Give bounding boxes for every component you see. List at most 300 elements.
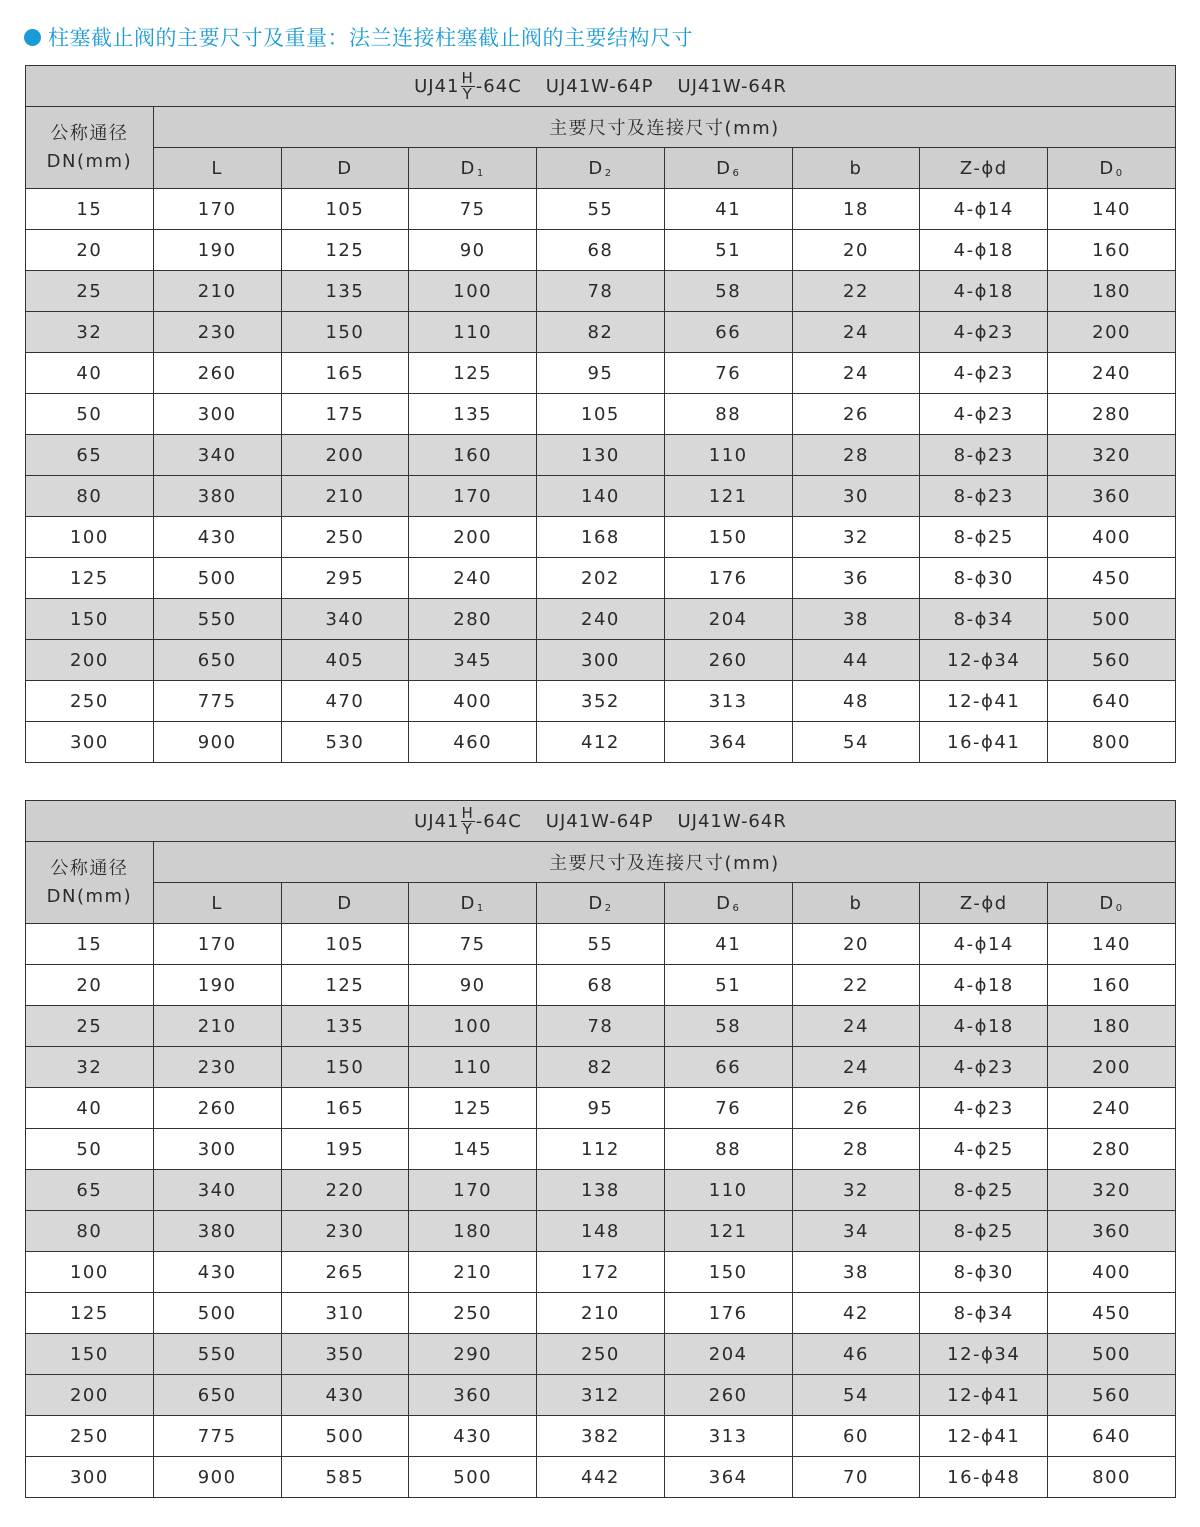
model-header-cell — [26, 66, 1176, 107]
table-cell: 110 — [409, 1047, 537, 1088]
table-cell: 138 — [537, 1170, 665, 1211]
table-cell: 8-ϕ23 — [920, 435, 1048, 476]
table-cell: 145 — [409, 1129, 537, 1170]
table-cell: 125 — [281, 965, 409, 1006]
table-cell: 340 — [153, 1170, 281, 1211]
table-cell: 12-ϕ41 — [920, 1416, 1048, 1457]
column-header-label: b — [849, 892, 863, 914]
table-cell: 530 — [281, 722, 409, 763]
table-cell: 160 — [1048, 965, 1176, 1006]
table-cell: 220 — [281, 1170, 409, 1211]
table-row — [26, 312, 1176, 353]
table-cell: 90 — [409, 965, 537, 1006]
table-cell: 265 — [281, 1252, 409, 1293]
table-cell: 42 — [792, 1293, 920, 1334]
table-cell: 8-ϕ25 — [920, 517, 1048, 558]
dn-cell: 15 — [26, 924, 154, 965]
table-cell: 175 — [281, 394, 409, 435]
table-row — [26, 1170, 1176, 1211]
material-stack — [461, 68, 475, 103]
column-header-label: L — [211, 157, 223, 179]
dn-cell: 150 — [26, 599, 154, 640]
table-cell: 135 — [281, 1006, 409, 1047]
table-cell: 430 — [153, 1252, 281, 1293]
table-cell: 26 — [792, 1088, 920, 1129]
table-cell: 280 — [409, 599, 537, 640]
table-cell: 44 — [792, 640, 920, 681]
model-code — [546, 76, 654, 97]
table-cell: 8-ϕ25 — [920, 1170, 1048, 1211]
table-cell: 200 — [281, 435, 409, 476]
dn-header-cell — [26, 842, 154, 924]
section-title: 柱塞截止阀的主要尺寸及重量：法兰连接柱塞截止阀的主要结构尺寸 — [48, 26, 693, 50]
table-cell: 290 — [409, 1334, 537, 1375]
dn-cell: 32 — [26, 1047, 154, 1088]
dn-cell: 250 — [26, 681, 154, 722]
column-header-label: D — [716, 892, 732, 914]
bullet-dot-icon — [24, 29, 41, 46]
table-row — [26, 517, 1176, 558]
table-cell: 352 — [537, 681, 665, 722]
table-cell: 210 — [281, 476, 409, 517]
table-cell: 204 — [664, 1334, 792, 1375]
material-bottom: Y — [462, 84, 473, 103]
table-row — [26, 394, 1176, 435]
table-row — [26, 965, 1176, 1006]
column-header — [920, 883, 1048, 924]
table-cell: 58 — [664, 1006, 792, 1047]
table-cell: 450 — [1048, 558, 1176, 599]
table-cell: 125 — [409, 1088, 537, 1129]
table-cell: 460 — [409, 722, 537, 763]
column-header-label: Z-ϕd — [959, 157, 1008, 179]
table-cell: 16-ϕ48 — [920, 1457, 1048, 1498]
table-cell: 90 — [409, 230, 537, 271]
table-cell: 36 — [792, 558, 920, 599]
table-cell: 430 — [281, 1375, 409, 1416]
table-cell: 470 — [281, 681, 409, 722]
table-cell: 4-ϕ18 — [920, 965, 1048, 1006]
table-cell: 340 — [281, 599, 409, 640]
table-cell: 135 — [281, 271, 409, 312]
table-cell: 54 — [792, 1375, 920, 1416]
table-cell: 165 — [281, 353, 409, 394]
table-cell: 110 — [664, 435, 792, 476]
table-cell: 34 — [792, 1211, 920, 1252]
table-cell: 500 — [153, 1293, 281, 1334]
column-header — [281, 148, 409, 189]
table-row — [26, 353, 1176, 394]
dn-label-cn: 公称通径 — [50, 122, 129, 144]
model-text: UJ41W-64P — [545, 810, 654, 832]
dn-cell: 100 — [26, 517, 154, 558]
model-header-row — [26, 801, 1176, 842]
dn-cell: 150 — [26, 1334, 154, 1375]
model-code — [414, 803, 522, 838]
table-cell: 100 — [409, 1006, 537, 1047]
table-cell: 38 — [792, 1252, 920, 1293]
dn-cell: 300 — [26, 1457, 154, 1498]
column-header-label: D — [337, 157, 353, 179]
table-cell: 382 — [537, 1416, 665, 1457]
table-cell: 160 — [1048, 230, 1176, 271]
column-header-subscript: 0 — [1115, 902, 1124, 914]
dn-cell: 40 — [26, 1088, 154, 1129]
table-row — [26, 640, 1176, 681]
table-cell: 66 — [664, 1047, 792, 1088]
table-cell: 41 — [664, 189, 792, 230]
table-cell: 280 — [1048, 1129, 1176, 1170]
column-header — [537, 148, 665, 189]
table-cell: 112 — [537, 1129, 665, 1170]
model-prefix: UJ41 — [414, 810, 460, 832]
model-code — [546, 811, 654, 832]
table-cell: 105 — [537, 394, 665, 435]
material-top: H — [461, 68, 474, 87]
table-cell: 121 — [664, 1211, 792, 1252]
table-row — [26, 271, 1176, 312]
table-cell: 190 — [153, 230, 281, 271]
table-cell: 240 — [1048, 353, 1176, 394]
dn-header-cell — [26, 107, 154, 189]
table-cell: 4-ϕ18 — [920, 230, 1048, 271]
table-cell: 210 — [409, 1252, 537, 1293]
column-header — [1048, 883, 1176, 924]
table-cell: 170 — [409, 1170, 537, 1211]
table-row — [26, 599, 1176, 640]
column-header-label: L — [211, 892, 223, 914]
table-cell: 640 — [1048, 1416, 1176, 1457]
material-stack — [461, 803, 475, 838]
dn-label-cn: 公称通径 — [50, 857, 129, 879]
table-row — [26, 189, 1176, 230]
table-cell: 240 — [409, 558, 537, 599]
table-cell: 75 — [409, 189, 537, 230]
table-cell: 240 — [1048, 1088, 1176, 1129]
table-cell: 82 — [537, 312, 665, 353]
model-suffix: -64C — [475, 810, 522, 832]
table-cell: 204 — [664, 599, 792, 640]
column-header-label: b — [849, 157, 863, 179]
table-cell: 650 — [153, 640, 281, 681]
table-cell: 550 — [153, 599, 281, 640]
table-cell: 148 — [537, 1211, 665, 1252]
column-header-subscript: 1 — [476, 167, 485, 179]
table-cell: 12-ϕ34 — [920, 640, 1048, 681]
table-cell: 500 — [409, 1457, 537, 1498]
table-cell: 60 — [792, 1416, 920, 1457]
table-cell: 800 — [1048, 722, 1176, 763]
table-cell: 68 — [537, 965, 665, 1006]
table-cell: 800 — [1048, 1457, 1176, 1498]
table-cell: 8-ϕ30 — [920, 1252, 1048, 1293]
dn-cell: 80 — [26, 1211, 154, 1252]
table-cell: 900 — [153, 1457, 281, 1498]
table-cell: 430 — [409, 1416, 537, 1457]
table-cell: 350 — [281, 1334, 409, 1375]
table-cell: 900 — [153, 722, 281, 763]
table-cell: 172 — [537, 1252, 665, 1293]
table-cell: 380 — [153, 1211, 281, 1252]
table-cell: 78 — [537, 1006, 665, 1047]
table-cell: 200 — [1048, 312, 1176, 353]
column-header-subscript: 1 — [476, 902, 485, 914]
table-cell: 775 — [153, 1416, 281, 1457]
table-cell: 76 — [664, 353, 792, 394]
table-cell: 450 — [1048, 1293, 1176, 1334]
table-cell: 300 — [153, 394, 281, 435]
table-row — [26, 1047, 1176, 1088]
table-cell: 8-ϕ23 — [920, 476, 1048, 517]
table-cell: 24 — [792, 1047, 920, 1088]
table-cell: 202 — [537, 558, 665, 599]
table-cell: 168 — [537, 517, 665, 558]
table-cell: 55 — [537, 189, 665, 230]
dn-cell: 40 — [26, 353, 154, 394]
table-cell: 125 — [281, 230, 409, 271]
spec-table-1 — [25, 65, 1176, 763]
table-cell: 230 — [153, 312, 281, 353]
table-cell: 121 — [664, 476, 792, 517]
table-cell: 140 — [1048, 189, 1176, 230]
column-header — [920, 148, 1048, 189]
table-cell: 66 — [664, 312, 792, 353]
column-header-label: D — [1099, 157, 1115, 179]
table-cell: 250 — [537, 1334, 665, 1375]
model-list — [414, 68, 787, 103]
table-cell: 210 — [153, 1006, 281, 1047]
column-header-label: D — [588, 157, 604, 179]
table-cell: 78 — [537, 271, 665, 312]
table-cell: 125 — [409, 353, 537, 394]
dn-cell: 25 — [26, 1006, 154, 1047]
column-header — [1048, 148, 1176, 189]
model-text: UJ41W-64R — [677, 810, 787, 832]
table-cell: 88 — [664, 394, 792, 435]
table-cell: 24 — [792, 312, 920, 353]
dn-label-unit: DN(mm) — [46, 150, 133, 172]
table-cell: 55 — [537, 924, 665, 965]
dn-cell: 125 — [26, 558, 154, 599]
model-list — [414, 803, 787, 838]
table-cell: 176 — [664, 1293, 792, 1334]
column-header-label: D — [1099, 892, 1115, 914]
dn-cell: 200 — [26, 1375, 154, 1416]
table-cell: 150 — [664, 1252, 792, 1293]
table-cell: 400 — [409, 681, 537, 722]
column-header-label: D — [460, 157, 476, 179]
table-cell: 364 — [664, 1457, 792, 1498]
table-row — [26, 1293, 1176, 1334]
table-cell: 585 — [281, 1457, 409, 1498]
table-row — [26, 681, 1176, 722]
table-cell: 4-ϕ14 — [920, 189, 1048, 230]
table-cell: 82 — [537, 1047, 665, 1088]
table-cell: 28 — [792, 435, 920, 476]
table-cell: 58 — [664, 271, 792, 312]
model-code — [677, 811, 786, 832]
table-cell: 313 — [664, 1416, 792, 1457]
table-cell: 405 — [281, 640, 409, 681]
table-row — [26, 476, 1176, 517]
model-header-cell — [26, 801, 1176, 842]
table-row — [26, 435, 1176, 476]
dn-cell: 20 — [26, 230, 154, 271]
table-cell: 360 — [1048, 476, 1176, 517]
column-header — [153, 148, 281, 189]
table-row — [26, 1334, 1176, 1375]
table-row — [26, 924, 1176, 965]
table-row — [26, 722, 1176, 763]
column-header — [537, 883, 665, 924]
table-cell: 105 — [281, 924, 409, 965]
dn-cell: 100 — [26, 1252, 154, 1293]
column-header — [792, 148, 920, 189]
table-cell: 190 — [153, 965, 281, 1006]
table-cell: 8-ϕ30 — [920, 558, 1048, 599]
dn-cell: 32 — [26, 312, 154, 353]
table-row — [26, 1457, 1176, 1498]
dn-cell: 50 — [26, 1129, 154, 1170]
table-cell: 210 — [537, 1293, 665, 1334]
table-cell: 4-ϕ14 — [920, 924, 1048, 965]
table-cell: 140 — [1048, 924, 1176, 965]
table-cell: 4-ϕ23 — [920, 1088, 1048, 1129]
column-header — [153, 883, 281, 924]
dn-label-unit: DN(mm) — [46, 885, 133, 907]
table-cell: 360 — [409, 1375, 537, 1416]
table-row — [26, 558, 1176, 599]
table-cell: 295 — [281, 558, 409, 599]
table-cell: 135 — [409, 394, 537, 435]
column-header-label: D — [460, 892, 476, 914]
table-cell: 310 — [281, 1293, 409, 1334]
column-header-subscript: 2 — [604, 902, 613, 914]
table-cell: 4-ϕ23 — [920, 1047, 1048, 1088]
column-header-row — [26, 883, 1176, 924]
table-cell: 560 — [1048, 1375, 1176, 1416]
table-cell: 360 — [1048, 1211, 1176, 1252]
column-header — [409, 883, 537, 924]
table-cell: 70 — [792, 1457, 920, 1498]
table-cell: 250 — [281, 517, 409, 558]
table-cell: 51 — [664, 965, 792, 1006]
table-cell: 150 — [664, 517, 792, 558]
table-cell: 170 — [153, 189, 281, 230]
table-cell: 180 — [1048, 271, 1176, 312]
table-cell: 12-ϕ34 — [920, 1334, 1048, 1375]
model-prefix: UJ41 — [414, 75, 460, 97]
table-cell: 8-ϕ25 — [920, 1211, 1048, 1252]
column-header-label: Z-ϕd — [959, 892, 1008, 914]
table-cell: 200 — [409, 517, 537, 558]
dn-cell: 200 — [26, 640, 154, 681]
material-top: H — [461, 803, 474, 822]
table-cell: 195 — [281, 1129, 409, 1170]
table-cell: 230 — [281, 1211, 409, 1252]
table-row — [26, 1416, 1176, 1457]
table-cell: 30 — [792, 476, 920, 517]
table-cell: 20 — [792, 230, 920, 271]
table-cell: 250 — [409, 1293, 537, 1334]
table-cell: 4-ϕ23 — [920, 353, 1048, 394]
table-cell: 4-ϕ18 — [920, 1006, 1048, 1047]
table-row — [26, 230, 1176, 271]
table-cell: 230 — [153, 1047, 281, 1088]
table-cell: 51 — [664, 230, 792, 271]
table-cell: 4-ϕ23 — [920, 394, 1048, 435]
table-cell: 8-ϕ34 — [920, 599, 1048, 640]
table-cell: 260 — [664, 1375, 792, 1416]
table-cell: 48 — [792, 681, 920, 722]
table-cell: 150 — [281, 1047, 409, 1088]
table-cell: 24 — [792, 1006, 920, 1047]
table-row — [26, 1006, 1176, 1047]
model-header-row — [26, 66, 1176, 107]
table-cell: 775 — [153, 681, 281, 722]
model-text: UJ41W-64R — [677, 75, 787, 97]
table-cell: 4-ϕ18 — [920, 271, 1048, 312]
dimension-group-header: 主要尺寸及连接尺寸(mm) — [153, 107, 1175, 148]
table-cell: 4-ϕ25 — [920, 1129, 1048, 1170]
table-cell: 400 — [1048, 517, 1176, 558]
table-cell: 340 — [153, 435, 281, 476]
table-cell: 500 — [281, 1416, 409, 1457]
table-cell: 8-ϕ34 — [920, 1293, 1048, 1334]
table-cell: 442 — [537, 1457, 665, 1498]
table-cell: 88 — [664, 1129, 792, 1170]
table-cell: 32 — [792, 1170, 920, 1211]
table-cell: 105 — [281, 189, 409, 230]
table-cell: 22 — [792, 965, 920, 1006]
table-cell: 18 — [792, 189, 920, 230]
table-cell: 20 — [792, 924, 920, 965]
table-cell: 320 — [1048, 435, 1176, 476]
table-cell: 130 — [537, 435, 665, 476]
table-row — [26, 1088, 1176, 1129]
column-header — [664, 148, 792, 189]
table-cell: 110 — [664, 1170, 792, 1211]
table-cell: 4-ϕ23 — [920, 312, 1048, 353]
column-header — [281, 883, 409, 924]
table-cell: 150 — [281, 312, 409, 353]
table-cell: 54 — [792, 722, 920, 763]
table-row — [26, 1211, 1176, 1252]
column-header-subscript: 2 — [604, 167, 613, 179]
table-cell: 110 — [409, 312, 537, 353]
table-cell: 12-ϕ41 — [920, 1375, 1048, 1416]
model-code — [677, 76, 786, 97]
dn-cell: 125 — [26, 1293, 154, 1334]
model-suffix: -64C — [475, 75, 522, 97]
table-cell: 170 — [153, 924, 281, 965]
table-cell: 68 — [537, 230, 665, 271]
table-cell: 180 — [409, 1211, 537, 1252]
table-cell: 176 — [664, 558, 792, 599]
table-cell: 640 — [1048, 681, 1176, 722]
table-cell: 260 — [153, 1088, 281, 1129]
spec-table-2 — [25, 800, 1176, 1498]
table-cell: 240 — [537, 599, 665, 640]
table-cell: 300 — [153, 1129, 281, 1170]
table-row — [26, 1129, 1176, 1170]
table-cell: 75 — [409, 924, 537, 965]
table-cell: 140 — [537, 476, 665, 517]
dn-cell: 50 — [26, 394, 154, 435]
column-header-label: D — [716, 157, 732, 179]
dn-cell: 25 — [26, 271, 154, 312]
table-cell: 24 — [792, 353, 920, 394]
